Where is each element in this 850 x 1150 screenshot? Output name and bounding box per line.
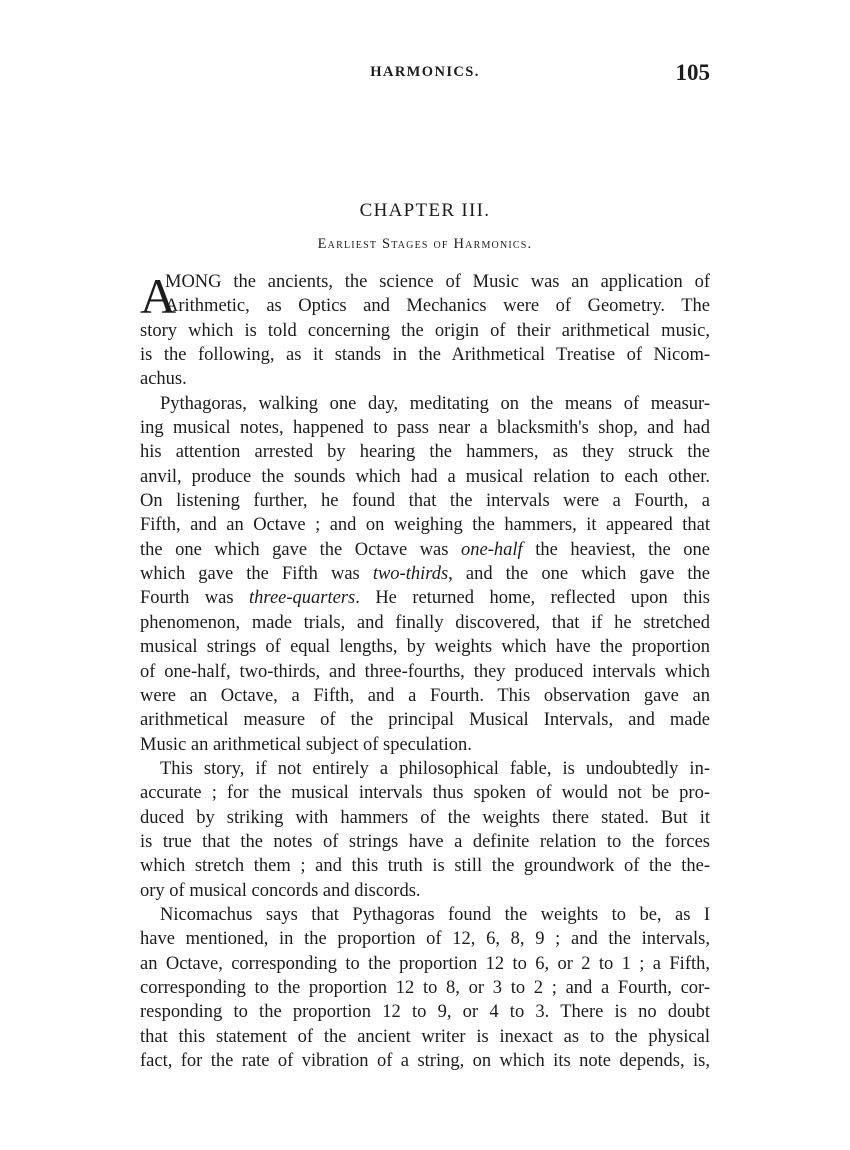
- chapter-subtitle: Earliest Stages of Harmonics.: [317, 236, 533, 252]
- page-number: 105: [675, 60, 710, 85]
- text-line: arithmetical measure of the principal Musical Intervals, and made: [140, 710, 710, 731]
- text-run: the heaviest, the one: [522, 539, 710, 560]
- text-run: the one which gave the Octave was: [140, 539, 462, 560]
- text-line: [140, 538, 710, 562]
- text-line: phenomenon, made trials, and finally discovered, that if he stretched: [140, 612, 710, 633]
- text-line: is true that the notes of strings have a definite relation to the forces: [140, 831, 710, 852]
- text-line: which stretch them ; and this truth is still the groundwork of the the-: [140, 856, 710, 877]
- text-run: which gave the Fifth was: [140, 564, 373, 585]
- paragraph-2: [140, 392, 710, 757]
- text-line: Nicomachus says that Pythagoras found the weights to be, as I: [160, 904, 710, 925]
- paragraph-3: [140, 757, 710, 903]
- text-run: Fourth was: [140, 588, 250, 609]
- text-line: his attention arrested by hearing the hammers, as they struck the: [140, 442, 710, 463]
- running-title: HARMONICS.: [370, 64, 480, 80]
- text-line: that this statement of the ancient writer is inexact as to the physical: [140, 1026, 710, 1047]
- text-line: ing musical notes, happened to pass near a blacksmith's shop, and had: [140, 418, 710, 439]
- text-line: corresponding to the proportion 12 to 8, or 3 to 2 ; and a Fourth, cor-: [140, 977, 710, 998]
- text-line: ory of musical concords and discords.: [140, 880, 421, 901]
- text-run: , and the one which gave the: [448, 564, 710, 585]
- italic-text: one-half: [461, 539, 523, 560]
- text-line: [140, 586, 710, 610]
- text-line: Music an arithmetical subject of speculation.: [140, 734, 472, 755]
- drop-cap: A: [140, 268, 177, 324]
- text-line: Pythagoras, walking one day, meditating on the means of measur-: [160, 393, 710, 414]
- text-line: Fifth, and an Octave ; and on weighing the hammers, it appeared that: [140, 515, 710, 536]
- text-line: were an Octave, a Fifth, and a Fourth. This observation gave an: [140, 685, 710, 706]
- text-line: [140, 562, 710, 586]
- text-line: accurate ; for the musical intervals thus spoken of would not be pro-: [140, 783, 710, 804]
- text-run: . He returned home, reflected upon this: [355, 588, 710, 609]
- body-text: [140, 270, 710, 1073]
- text-line: fact, for the rate of vibration of a string, on which its note depends, is,: [140, 1051, 710, 1071]
- text-line: achus.: [140, 369, 187, 390]
- text-line: have mentioned, in the proportion of 12, 6, 8, 9 ; and the intervals,: [140, 929, 710, 950]
- italic-text: two-thirds: [372, 564, 449, 585]
- text-line: This story, if not entirely a philosophical fable, is undoubtedly in-: [160, 758, 710, 779]
- running-head: [140, 60, 710, 90]
- text-line: of one-half, two-thirds, and three-fourths, they produced intervals which: [140, 661, 710, 682]
- text-line: Arithmetic, as Optics and Mechanics were of Geometry. The: [165, 296, 710, 317]
- text-line: responding to the proportion 12 to 9, or 4 to 3. There is no doubt: [140, 1002, 710, 1023]
- text-line: is the following, as it stands in the Arithmetical Treatise of Nicom-: [140, 345, 710, 366]
- text-line: anvil, produce the sounds which had a musical relation to each other.: [140, 466, 710, 487]
- text-line: story which is told concerning the origin of their arithmetical music,: [140, 320, 710, 341]
- italic-text: three-quarters: [249, 588, 356, 609]
- paragraph-1: [140, 270, 710, 392]
- text-line: duced by striking with hammers of the weights there stated. But it: [140, 807, 710, 828]
- text-line: musical strings of equal lengths, by weights which have the proportion: [140, 637, 710, 658]
- paragraph-4: [140, 903, 710, 1073]
- text-line: On listening further, he found that the intervals were a Fourth, a: [140, 491, 710, 512]
- chapter-title: CHAPTER III.: [359, 200, 491, 221]
- text-line: MONG the ancients, the science of Music was an application of: [165, 272, 710, 292]
- text-line: an Octave, corresponding to the proportion 12 to 6, or 2 to 1 ; a Fifth,: [140, 953, 710, 974]
